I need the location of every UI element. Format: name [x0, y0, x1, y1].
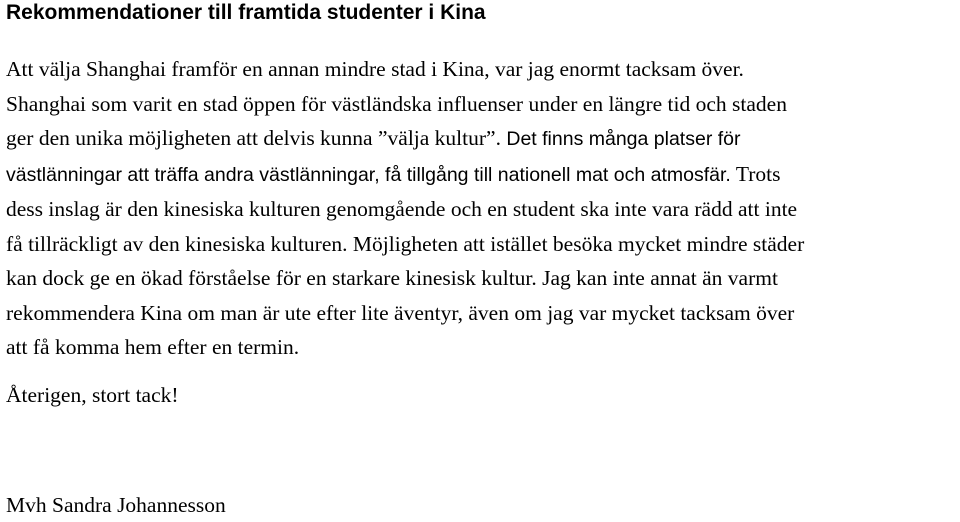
- paragraph-line-8: rekommendera Kina om man är ute efter lite äventyr, även om jag var mycket tacksam över: [6, 300, 795, 325]
- body-paragraph: [6, 52, 956, 365]
- paragraph-line-5: dess inslag är den kinesiska kulturen genomgående och en student ska inte vara rädd att inte: [6, 197, 798, 221]
- paragraph-line-3-sans: Det finns många platser för: [500, 128, 741, 150]
- paragraph-line-3: [6, 121, 956, 157]
- paragraph-line-7: kan dock ge en ökad förståelse för en starkare kinesisk kultur. Jag kan inte annat än varmt: [6, 266, 778, 290]
- paragraph-line-1: Att välja Shanghai framför en annan mindre stad i Kina, var jag enormt tacksam över.: [6, 57, 744, 81]
- signature: Mvh Sandra Johannesson: [6, 493, 226, 517]
- paragraph-line-9: att få komma hem efter en termin.: [6, 335, 300, 359]
- paragraph-line-2: Shanghai som varit en stad öppen för västländska influenser under en längre tid och staden: [6, 91, 787, 116]
- paragraph-line-4: [6, 157, 956, 193]
- closing-line: Återigen, stort tack!: [6, 383, 179, 407]
- page-title: Rekommendationer till framtida studenter i Kina: [6, 1, 486, 24]
- paragraph-line-4-sans: västlänningar att träffa andra västlänningar, få tillgång till nationell mat och atmosfär.: [6, 163, 731, 186]
- paragraph-line-4-serif: Trots: [730, 161, 781, 186]
- paragraph-line-6: få tillräckligt av den kinesiska kulturen. Möjligheten att istället besöka mycket mindre städer: [6, 231, 805, 256]
- paragraph-line-3-serif: ger den unika möjligheten att delvis kunna ”välja kultur”.: [6, 126, 501, 150]
